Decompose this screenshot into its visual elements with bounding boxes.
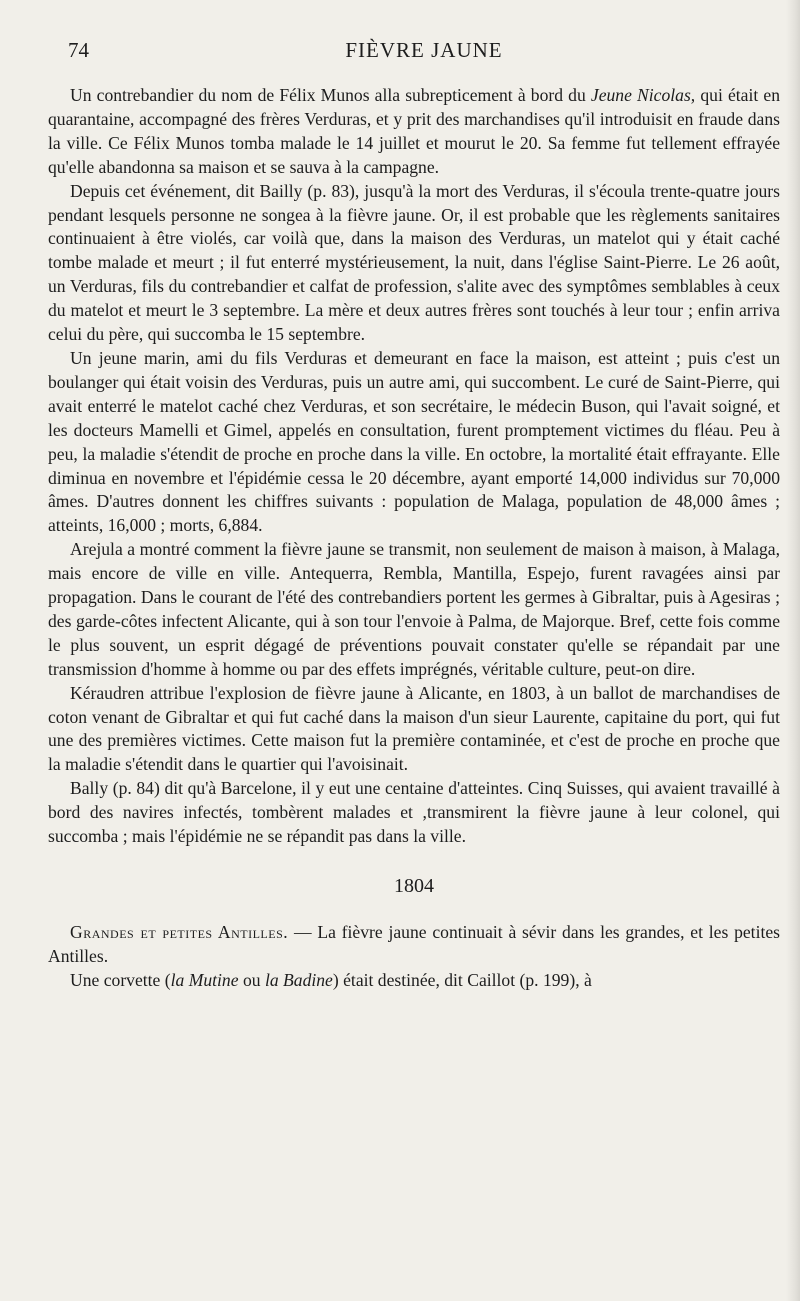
paragraph-1 bbox=[48, 84, 780, 180]
p7-text: — La fièvre jaune continuait à sévir dans les grandes, et les petites Antilles. bbox=[48, 921, 780, 966]
page-header bbox=[68, 38, 780, 64]
paragraph-8 bbox=[48, 969, 780, 993]
paragraph-5: Kéraudren attribue l'explosion de fièvre jaune à Alicante, en 1803, à un ballot de marchandises de coton venant de Gibraltar et qui fut caché dans la maison d'un sieur Laurente, capitaine du port, qui fut une des premières victimes. Cette maison fut la première contaminée, et c'est de proche en proche que la maladie s'étendit dans le quartier qui l'avoisinait. bbox=[48, 682, 780, 775]
ship-name-1: la Mutine bbox=[170, 969, 239, 990]
p8-text-mid: ou bbox=[238, 969, 265, 990]
paragraph-4: Arejula a montré comment la fièvre jaune se transmit, non seulement de maison à maison, à Malaga, mais encore de ville en ville. Antequerra, Rembla, Mantilla, Espejo, furent ravagées ainsi par propagation. Dans le courant de l'été des contrebandiers portent les germes à Gibraltar, puis à Agesiras ; des garde-côtes infectent Alicante, qui à son tour l'envoie à Palma, de Majorque. Bref, cette fois comme le plus souvent, un esprit dégagé de préventions pouvait constater qu'elle se répandait par une transmission d'homme à homme ou par des effets imprégnés, véritable culture, peut-on dire. bbox=[48, 539, 780, 679]
running-title: FIÈVRE JAUNE bbox=[345, 38, 503, 62]
page-edge bbox=[786, 0, 800, 1301]
paragraph-6: Bally (p. 84) dit qu'à Barcelone, il y eut une centaine d'atteintes. Cinq Suisses, qui avaient travaillé à bord des navires infectés, tombèrent malades et ,transmirent la fièvre jaune à leur colonel, qui succomba ; mais l'épidémie ne se répandit pas dans la ville. bbox=[48, 778, 780, 847]
p1-text-a: Un contrebandier du nom de Félix Munos alla subrepticement à bord du bbox=[70, 85, 591, 105]
page-number: 74 bbox=[68, 38, 89, 62]
year-heading: 1804 bbox=[394, 875, 434, 897]
page-body bbox=[48, 84, 780, 993]
paragraph-7 bbox=[48, 921, 780, 969]
section-heading: Grandes et petites Antilles. bbox=[70, 921, 289, 942]
ship-name-2: la Badine bbox=[264, 969, 333, 990]
ship-name: Jeune Nicolas, bbox=[590, 85, 696, 105]
p8-text-b: ) était destinée, dit Caillot (p. 199), à bbox=[332, 969, 592, 990]
p8-text-a: Une corvette ( bbox=[70, 969, 171, 990]
p1-text-b: qui était en quarantaine, accompagné des frères Verduras, et y prit des marchandises qu'il introduisit en fraude dans la ville. Ce Félix Munos tomba malade le 14 juillet et mourut le 20. Sa femme fut tellement effrayée qu'elle abandonna sa maison et se sauva à la campagne. bbox=[48, 85, 780, 177]
paragraph-3: Un jeune marin, ami du fils Verduras et demeurant en face la maison, est atteint ; puis c'est un boulanger qui était voisin des Verduras, puis un autre ami, qui succombent. Le curé de Saint-Pierre, qui avait enterré le matelot caché chez Verduras, et son secrétaire, le médecin Buson, qui l'avait soigné, et les docteurs Mamelli et Gimel, appelés en consultation, furent promptement victimes du fléau. Peu à peu, la maladie s'étendit de proche en proche dans la ville. En octobre, la mortalité était effrayante. Elle diminua en novembre et l'épidémie cessa le 20 décembre, ayant emporté 14,000 individus sur 70,000 âmes. D'autres donnent les chiffres suivants : population de Malaga, population de 48,000 âmes ; atteints, 16,000 ; morts, 6,884. bbox=[48, 347, 780, 536]
paragraph-2: Depuis cet événement, dit Bailly (p. 83), jusqu'à la mort des Verduras, il s'écoula trente-quatre jours pendant lesquels personne ne songea à la fièvre jaune. Or, il est probable que les règlements sanitaires continuaient à être violés, car voilà que, dans la maison des Verduras, un matelot qui y était caché tombe malade et meurt ; il fut enterré mystérieusement, la nuit, dans l'église Saint-Pierre. Le 26 août, un Verduras, fils du contrebandier et calfat de profession, s'alite avec des symptômes semblables à ceux du matelot et meurt le 3 septembre. La mère et deux autres frères sont touchés à leur tour ; enfin arriva celui du père, qui succomba le 15 septembre. bbox=[48, 180, 780, 345]
